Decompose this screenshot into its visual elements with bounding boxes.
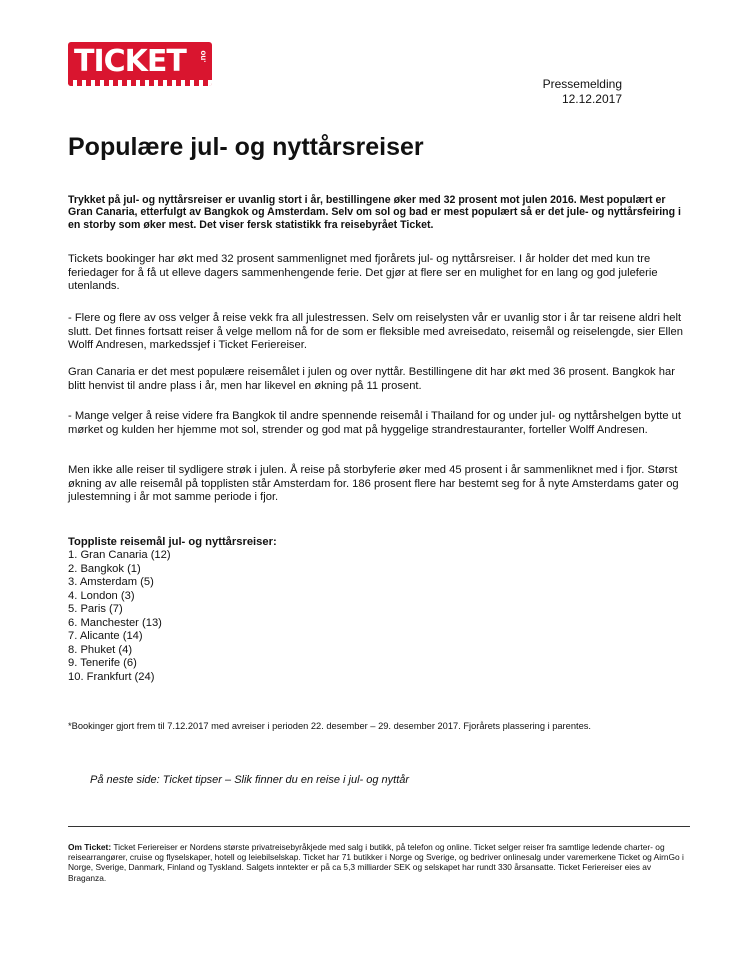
- logo-perforation: [68, 80, 212, 86]
- list-item: 4. London (3): [68, 589, 135, 602]
- list-item: 7. Alicante (14): [68, 630, 143, 642]
- about-label: Om Ticket:: [68, 842, 112, 852]
- press-date: 12.12.2017: [561, 92, 622, 106]
- body-paragraph-3: Gran Canaria er det mest populære reisemålet i julen og over nyttår. Bestillingene dit har økt med 36 prosent. Bangkok har blitt henvist til andre plass i år, men har likevel en økning på 11 prosent.: [68, 366, 675, 392]
- list-item: 10. Frankfurt (24): [68, 670, 155, 683]
- footnote: *Bookinger gjort frem til 7.12.2017 med avreiser i perioden 22. desember – 29. desember 2017. Fjorårets plassering i parentes.: [68, 721, 591, 731]
- toplist: [68, 549, 171, 684]
- ticket-logo: [68, 42, 212, 86]
- lead-paragraph: Trykket på jul- og nyttårsreiser er uvanlig stort i år, bestillingene øker med 32 prosent mot julen 2016. Mest populært er Gran Canaria, etterfulgt av Bangkok og Amsterdam. Selv om sol og bad er mest populært så er det jule- og nyttårsfeiring i en storby som øker mest. Det viser fersk statistikk fra reisebyrået Ticket.: [68, 194, 681, 231]
- toplist-title: Toppliste reisemål jul- og nyttårsreiser:: [68, 536, 277, 548]
- page-title: Populære jul- og nyttårsreiser: [68, 133, 424, 161]
- body-paragraph-1: Tickets bookinger har økt med 32 prosent sammenlignet med fjorårets jul- og nyttårsreiser. I år holder det med kun tre feriedager for å få ut elleve dagers sammenhengende ferie. Det gjør at flere ser en mulighet for en lang og god juleferie utenlands.: [68, 253, 658, 292]
- logo-text: TICKET: [74, 44, 186, 79]
- list-item: 5. Paris (7): [68, 603, 123, 615]
- next-page-teaser: På neste side: Ticket tipser – Slik finner du en reise i jul- og nyttår: [90, 774, 410, 786]
- list-item: 1. Gran Canaria (12): [68, 549, 171, 561]
- body-paragraph-5: Men ikke alle reiser til sydligere strøk i julen. Å reise på storbyferie øker med 45 prosent i år sammenliknet med i fjor. Størst økning av alle reisemål på topplisten står Amsterdam for. 186 prosent flere har bestemt seg for å nyte Amsterdams gater og julestemning i år mot samme periode i fjor.: [68, 464, 679, 503]
- press-release-header: [543, 77, 622, 107]
- body-paragraph-2: - Flere og flere av oss velger å reise vekk fra all julestressen. Selv om reiselysten vår er uvanlig stor i år tar reisene aldri helt slutt. Det finnes fortsatt reiser å velge mellom nå for de som er fleksible med avreisedato, reisemål og reiselengde, sier Ellen Wolff Andresen, markedssjef i Ticket Feriereiser.: [68, 312, 683, 351]
- list-item: 9. Tenerife (6): [68, 657, 137, 669]
- about-ticket: [68, 842, 690, 883]
- list-item: 8. Phuket (4): [68, 643, 133, 656]
- about-text: Ticket Feriereiser er Nordens største privatreisebyråkjede med salg i butikk, på telefon og online. Ticket selger reiser fra samtlige ledende charter- og reisearrangører, cruise og flyselskaper, hotell og leiebilselskap. Ticket har 71 butikker i Norge og Sverige, og bedriver onlinesalg under varemerkene Ticket og AirnGo i Norge, Sverige, Danmark, Finland og Tyskland. Salgets inntekter er på ca 5,3 milliarder SEK og selskapet har rundt 330 årsansatte. Ticket Feriereiser eies av Braganza.: [68, 842, 684, 883]
- logo-suffix: .no: [198, 50, 208, 63]
- press-label: Pressemelding: [542, 77, 622, 91]
- body-paragraph-4: - Mange velger å reise videre fra Bangkok til andre spennende reisemål i Thailand for og under jul- og nyttårshelgen bytte ut mørket og kulden her hjemme mot sol, strender og god mat på hyggelige strandrestauranter, forteller Wolff Andresen.: [68, 410, 681, 436]
- divider: [68, 826, 690, 827]
- list-item: 3. Amsterdam (5): [68, 576, 154, 588]
- list-item: 2. Bangkok (1): [68, 562, 141, 575]
- list-item: 6. Manchester (13): [68, 616, 162, 629]
